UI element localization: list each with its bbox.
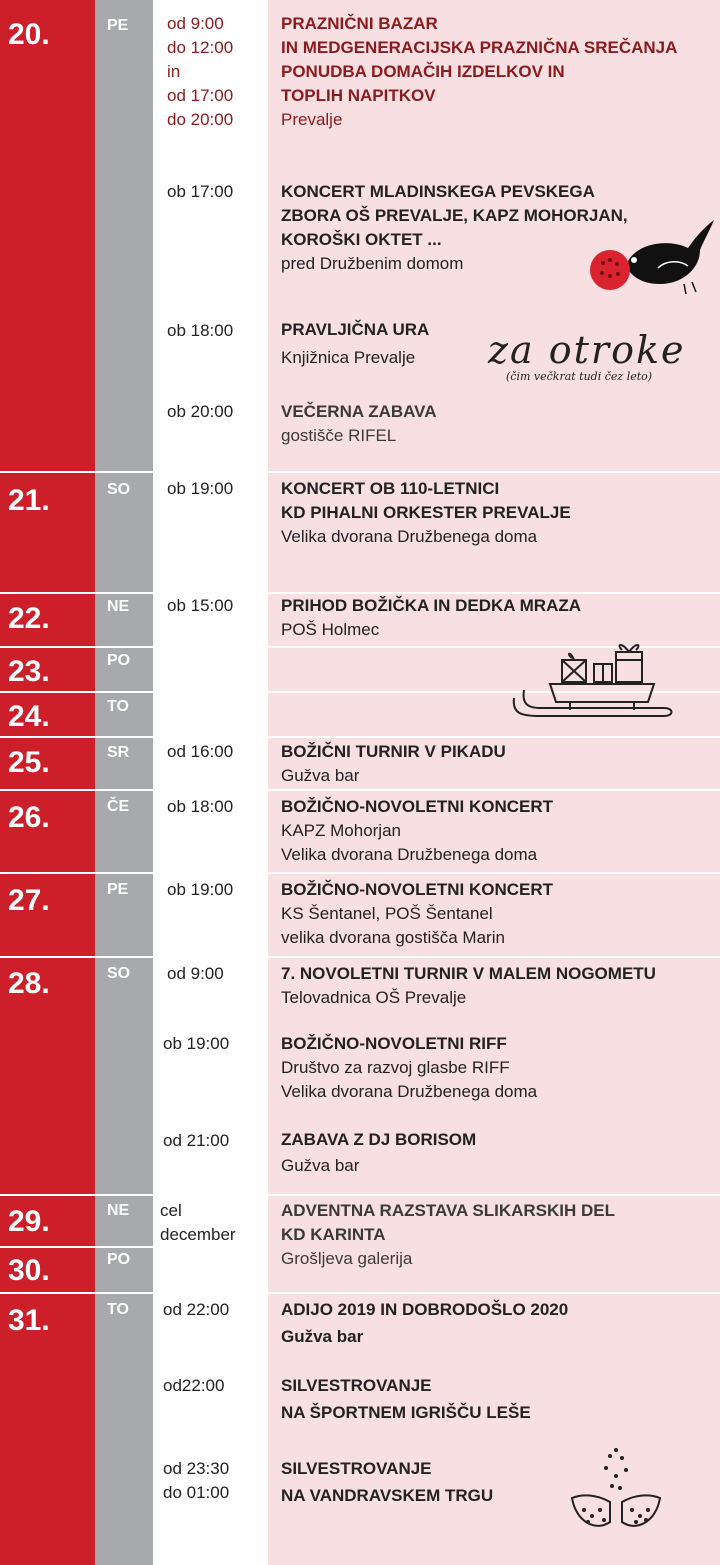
- event-location: pred Družbenim domom: [281, 254, 464, 273]
- event-time: od22:00: [163, 1376, 225, 1395]
- weekday-label: TO: [107, 698, 129, 715]
- row-separator: [0, 789, 720, 791]
- handwriting-sub: (čim večkrat tudi čez leto): [506, 370, 653, 383]
- event-title: ADIJO 2019 IN DOBRODOŠLO 2020: [281, 1300, 569, 1319]
- event-entry: [281, 12, 717, 132]
- event-title: ADVENTNA RAZSTAVA SLIKARSKIH DEL KD KARINTA: [281, 1201, 616, 1244]
- event-title: BOŽIČNO-NOVOLETNI KONCERT: [281, 797, 553, 816]
- day-number: 30.: [8, 1254, 50, 1287]
- bird-with-ornament-icon: [588, 208, 718, 298]
- row-separator: [0, 471, 720, 473]
- event-time: od 23:30 do 01:00: [163, 1459, 230, 1502]
- event-time: ob 18:00: [167, 321, 234, 340]
- weekday-label: NE: [107, 1202, 130, 1219]
- weekday-label: SO: [107, 965, 131, 982]
- event-entry: [281, 962, 717, 1010]
- event-location: Gužva bar: [281, 1156, 360, 1175]
- day-number: 27.: [8, 884, 50, 917]
- event-entry: [281, 1199, 717, 1271]
- event-title: BOŽIČNO-NOVOLETNI RIFF: [281, 1034, 507, 1053]
- event-title: PRAVLJIČNA URA: [281, 320, 430, 339]
- sled-with-gifts-icon: [510, 636, 680, 726]
- event-title: ZABAVA Z DJ BORISOM: [281, 1130, 477, 1149]
- event-entry: [281, 594, 717, 642]
- weekday-label: PE: [107, 881, 129, 898]
- event-title: 7. NOVOLETNI TURNIR V MALEM NOGOMETU: [281, 964, 656, 983]
- event-time: od 21:00: [163, 1131, 230, 1150]
- event-location: Velika dvorana Družbenega doma: [281, 527, 538, 546]
- event-time: ob 18:00: [167, 797, 234, 816]
- weekday-label: SR: [107, 744, 130, 761]
- event-entry: [281, 477, 717, 549]
- event-title: VEČERNA ZABAVA: [281, 402, 437, 421]
- day-number: 20.: [8, 18, 50, 51]
- event-title: SILVESTROVANJE: [281, 1459, 432, 1478]
- row-separator: [0, 1292, 720, 1294]
- event-title: SILVESTROVANJE: [281, 1376, 432, 1395]
- champagne-glasses-icon: [566, 1446, 666, 1541]
- event-entry: [281, 400, 717, 448]
- handwriting-decoration: [488, 330, 698, 390]
- event-subtitle: NA ŠPORTNEM IGRIŠČU LEŠE: [281, 1403, 531, 1422]
- event-time: od 22:00: [163, 1300, 230, 1319]
- event-time: od 9:00: [167, 964, 224, 983]
- event-time: ob 15:00: [167, 596, 234, 615]
- event-location: Prevalje: [281, 110, 343, 129]
- event-location: Knjižnica Prevalje: [281, 348, 416, 367]
- weekday-label: NE: [107, 598, 130, 615]
- event-title: BOŽIČNO-NOVOLETNI KONCERT: [281, 880, 553, 899]
- day-number: 29.: [8, 1205, 50, 1238]
- event-title: KONCERT OB 110-LETNICI KD PIHALNI ORKESTER PREVALJE: [281, 479, 571, 522]
- row-separator: [0, 691, 153, 693]
- event-time: cel december: [160, 1201, 236, 1244]
- event-location: KS Šentanel, POŠ Šentanel velika dvorana gostišča Marin: [281, 904, 505, 947]
- event-subtitle: NA VANDRAVSKEM TRGU: [281, 1486, 494, 1505]
- row-separator: [0, 1246, 153, 1248]
- weekday-label: SO: [107, 481, 131, 498]
- event-location: Društvo za razvoj glasbe RIFF Velika dvorana Družbenega doma: [281, 1058, 538, 1101]
- event-title: BOŽIČNI TURNIR V PIKADU: [281, 742, 506, 761]
- event-entry: [281, 1032, 717, 1104]
- day-number: 22.: [8, 602, 50, 635]
- event-entry: [281, 740, 717, 788]
- event-location: gostišče RIFEL: [281, 426, 397, 445]
- event-entry: [281, 1374, 717, 1425]
- event-title: PRAZNIČNI BAZAR IN MEDGENERACIJSKA PRAZNIČNA SREČANJA PONUDBA DOMAČIH IZDELKOV IN TOPLIH NAPITKOV: [281, 14, 678, 105]
- row-separator: [0, 1194, 720, 1196]
- event-location: Grošljeva galerija: [281, 1249, 413, 1268]
- day-number: 21.: [8, 484, 50, 517]
- event-time: ob 19:00: [163, 1034, 230, 1053]
- weekday-label: ČE: [107, 798, 130, 815]
- handwriting-main: za otroke: [488, 328, 686, 372]
- event-time: od 16:00: [167, 742, 234, 761]
- event-location: KAPZ Mohorjan Velika dvorana Družbenega doma: [281, 821, 538, 864]
- weekday-label: PO: [107, 652, 131, 669]
- event-title: PRIHOD BOŽIČKA IN DEDKA MRAZA: [281, 596, 582, 615]
- weekday-label: TO: [107, 1301, 129, 1318]
- event-location: POŠ Holmec: [281, 620, 380, 639]
- day-number: 23.: [8, 655, 50, 688]
- day-number: 26.: [8, 801, 50, 834]
- event-entry: [281, 795, 717, 867]
- event-entry: [281, 878, 717, 950]
- event-time: ob 19:00: [167, 880, 234, 899]
- row-separator: [0, 736, 720, 738]
- event-title: KONCERT MLADINSKEGA PEVSKEGA ZBORA OŠ PREVALJE, KAPZ MOHORJAN, KOROŠKI OKTET ...: [281, 182, 628, 249]
- weekday-column: [95, 0, 153, 1565]
- day-number: 31.: [8, 1304, 50, 1337]
- event-location: Gužva bar: [281, 766, 360, 785]
- weekday-label: PO: [107, 1251, 131, 1268]
- row-separator: [0, 872, 720, 874]
- weekday-label: PE: [107, 17, 129, 34]
- day-number: 25.: [8, 746, 50, 779]
- event-time: od 9:00 do 12:00 in od 17:00 do 20:00: [167, 14, 234, 129]
- day-number: 28.: [8, 967, 50, 1000]
- event-entry: [281, 1128, 717, 1178]
- event-time: ob 17:00: [167, 182, 234, 201]
- event-location: Telovadnica OŠ Prevalje: [281, 988, 467, 1007]
- event-time: ob 19:00: [167, 479, 234, 498]
- event-subtitle: Gužva bar: [281, 1327, 364, 1346]
- day-number: 24.: [8, 700, 50, 733]
- event-time: ob 20:00: [167, 402, 234, 421]
- row-separator: [0, 646, 153, 648]
- event-entry: [281, 1298, 717, 1349]
- row-separator: [0, 956, 720, 958]
